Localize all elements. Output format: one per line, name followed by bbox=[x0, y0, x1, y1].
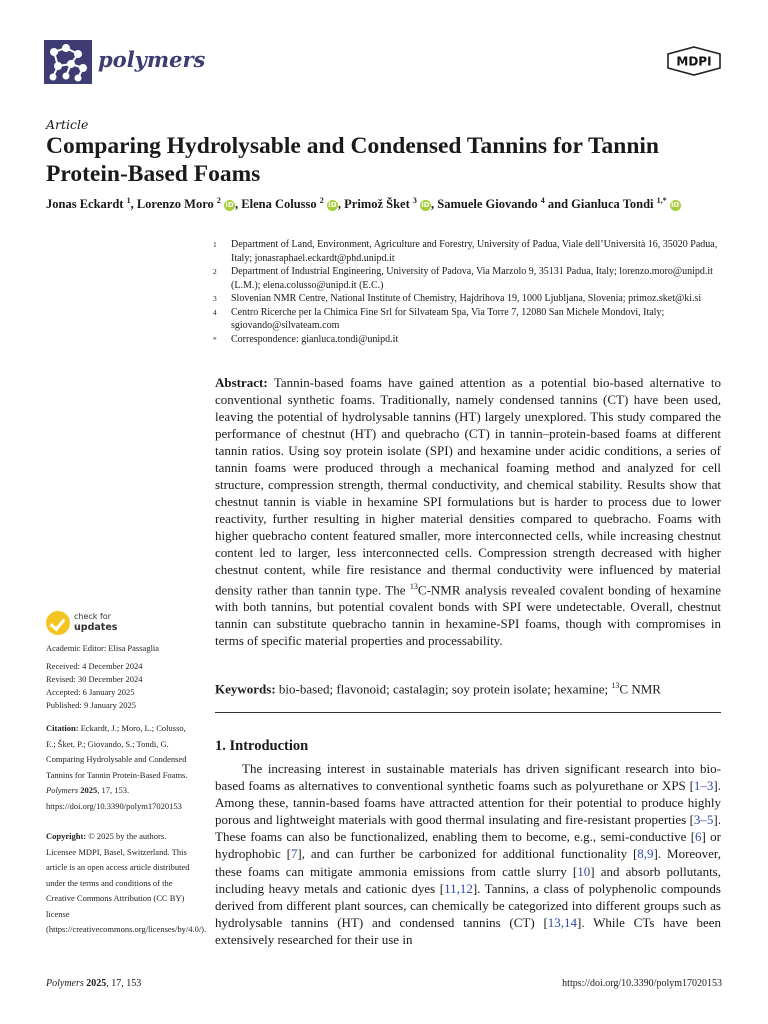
citation-link[interactable]: 11,12 bbox=[444, 880, 473, 896]
author-affil-sup: 2 bbox=[319, 196, 324, 205]
footer-journal bbox=[46, 978, 141, 989]
orcid-icon[interactable]: iD bbox=[225, 201, 234, 210]
copyright-label: Copyright: bbox=[46, 831, 87, 841]
affiliation-item bbox=[213, 306, 723, 333]
orcid-icon[interactable]: iD bbox=[328, 201, 337, 210]
affiliation-text: Centro Ricerche per la Chimica Fine Srl for Silvateam Spa, Via Torre 7, 12080 San Michele Mondovi, Italy; sgiovando@silvateam.com bbox=[231, 306, 665, 331]
citation-label: Citation: bbox=[46, 723, 79, 733]
author-affil-sup: 1,* bbox=[656, 196, 667, 205]
author-affil-sup: 1 bbox=[126, 196, 131, 205]
abstract-label: Abstract: bbox=[215, 375, 268, 390]
affiliations bbox=[213, 238, 723, 346]
intro-text: ]. These foams can also be functionalized, enabling them to become, e.g., semi-conductive [ bbox=[215, 812, 721, 845]
author-affil-sup: 3 bbox=[412, 196, 417, 205]
intro-text: ], and can further be carbonized for additional functionality [ bbox=[297, 846, 638, 862]
check-icon bbox=[46, 611, 70, 635]
affiliation-number: 2 bbox=[213, 267, 217, 276]
copyright-block bbox=[46, 829, 207, 938]
citation-block bbox=[46, 721, 194, 814]
affiliation-number: 4 bbox=[213, 307, 217, 317]
keywords-tail: C NMR bbox=[619, 681, 661, 697]
intro-paragraph bbox=[215, 760, 721, 948]
footer-doi[interactable]: https://doi.org/10.3390/polym17020153 bbox=[562, 978, 722, 989]
footer-volume: , 17, 153 bbox=[106, 978, 142, 989]
affiliation-number: * bbox=[213, 334, 217, 344]
academic-editor: Academic Editor: Elisa Passaglia bbox=[46, 643, 160, 653]
author-name: Primož Šket bbox=[344, 197, 410, 212]
affiliation-item bbox=[213, 333, 723, 347]
citation-text: Eckardt, J.; Moro, L.; Colusso, E.; Šket, P.; Giovando, S.; Tondi, G. Comparing Hydrolysable and Condensed Tannins for Tannin Protein-Based Foams. bbox=[46, 723, 188, 780]
citation-link[interactable]: 8,9 bbox=[637, 846, 654, 862]
affiliation-number: 3 bbox=[213, 294, 217, 303]
check-line2: updates bbox=[74, 622, 118, 633]
date-accepted: Accepted: 6 January 2025 bbox=[46, 687, 135, 697]
date-revised: Revised: 30 December 2024 bbox=[46, 674, 143, 684]
affiliation-text: Correspondence: gianluca.tondi@unipd.it bbox=[231, 333, 399, 345]
affiliation-item bbox=[213, 292, 723, 306]
copyright-text: © 2025 by the authors. Licensee MDPI, Basel, Switzerland. This article is an open access article distributed under the terms and conditions of the Creative Commons Attribution (CC BY) license (https://creativecommons.org/licenses/by/4.0/). bbox=[46, 831, 207, 934]
intro-text: The increasing interest in sustainable materials has driven significant research into bio-based foams as alternatives to conventional synthetic foams such as polyurethane or XPS [ bbox=[215, 761, 721, 794]
author-name: Jonas Eckardt bbox=[46, 197, 124, 212]
intro-text: ] and absorb pollutants, including heavy metals and cationic dyes [ bbox=[215, 863, 721, 896]
citation-year: 2025 bbox=[80, 785, 98, 795]
author-name: Lorenzo Moro bbox=[136, 197, 214, 212]
keywords-text: bio-based; flavonoid; castalagin; soy protein isolate; hexamine; bbox=[278, 681, 609, 697]
affiliation-text: Department of Land, Environment, Agriculture and Forestry, University of Padua, Viale dell’Università 16, 35020 Padua, Italy; jonasraphael.eckardt@phd.unipd.it bbox=[231, 239, 718, 264]
citation-link[interactable]: 13,14 bbox=[547, 914, 578, 930]
intro-text: ]. Moreover, these foams can mitigate ammonia emissions from cattle slurry [ bbox=[215, 846, 721, 879]
author-name: Samuele Giovando bbox=[437, 197, 538, 212]
affiliation-text: Department of Industrial Engineering, University of Padova, Via Marzolo 9, 35131 Padua, Italy; lorenzo.moro@unipd.it (L.M.); elena.colusso@unipd.it (E.C.) bbox=[231, 266, 713, 291]
mdpi-logo-icon bbox=[666, 46, 722, 76]
abstract-text: Tannin-based foams have gained attention as a potential bio-based alternative to conventional synthetic foams. Traditionally, namely condensed tannins (CT) have been used, leaving the potential of hydrolysable tannins (HT) largely unexplored. This study compared the performance of chestnut (HT) and quebracho (CT) in tannin–protein-based foams at different tannin ratios. Using soy protein isolate (SPI) and hexamine under acidic conditions, a series of tannin foams were produced through a mechanical foaming method and analyzed for cell structure, compression strength, thermal conductivity, and chemical stability. Results show that chestnut tannin is viable in hexamine SPI formulations but is harder to process due to lower reactivity, further resulting in higher material densities compared to quebracho. Foams with higher quebracho content featured smaller, more interconnected cells, while increasing chestnut content led to larger, less interconnected cells. Compression strength decreased with higher chestnut content, while fire resistance and thermal conductivity were influenced by material density rather than tannin type. The bbox=[215, 375, 722, 598]
citation-link[interactable]: 10 bbox=[577, 863, 591, 879]
orcid-icon[interactable]: iD bbox=[421, 201, 430, 210]
citation-link[interactable]: 7 bbox=[290, 846, 298, 862]
intro-text: ]. Among these, tannin-based foams have attracted attention for their potential to produce highly porous and lightweight materials with good thermal insulating and fire-resistant properties [ bbox=[215, 778, 721, 828]
intro-text: ]. Tannins, a class of polyphenolic compounds derived from different plant sources, can chemically be categorized into different groups such as hydrolysable tannins (HT) and condensed tannins (CT) [ bbox=[215, 880, 721, 930]
author-list: Jonas Eckardt $^1$, Lorenzo Moro $^2$ iD, Elena Colusso $^2$ iD, Primož Šket $^3$ iD, Samuele Giovando $^4$ and Gianluca Tondi $^{1,*}$ iD bbox=[46, 196, 680, 212]
divider bbox=[215, 712, 721, 713]
citation-journal: Polymers bbox=[46, 785, 79, 795]
section-heading: 1. Introduction bbox=[215, 738, 309, 754]
keywords-sup: 13 bbox=[611, 681, 620, 690]
intro-text: ]. While CTs have been extensively researched for their use in bbox=[215, 914, 722, 947]
journal-logo-icon bbox=[44, 40, 92, 84]
date-received: Received: 4 December 2024 bbox=[46, 661, 143, 671]
article-type: Article bbox=[46, 117, 89, 132]
date-published: Published: 9 January 2025 bbox=[46, 700, 136, 710]
author-name: Gianluca Tondi bbox=[571, 197, 654, 212]
keywords-label: Keywords: bbox=[215, 681, 276, 697]
citation-link[interactable]: 3–5 bbox=[693, 812, 714, 828]
abstract bbox=[215, 374, 721, 649]
page-title: Comparing Hydrolysable and Condensed Tannins for Tannin Protein-Based Foams bbox=[46, 133, 659, 187]
affiliation-number: 1 bbox=[213, 240, 217, 249]
mdpi-text: MDPI bbox=[676, 54, 712, 69]
author-affil-sup: 2 bbox=[216, 196, 221, 205]
affiliation-item bbox=[213, 265, 723, 292]
author-name: Elena Colusso bbox=[241, 197, 317, 212]
affiliation-text: Slovenian NMR Centre, National Institute of Chemistry, Hajdrihova 19, 1000 Ljubljana, Slovenia; primoz.sket@ki.si bbox=[231, 293, 702, 304]
intro-text: ] or hydrophobic [ bbox=[215, 829, 721, 862]
affiliation-item bbox=[213, 238, 723, 265]
citation-link[interactable]: 6 bbox=[695, 829, 702, 845]
citation-link[interactable]: 1–3 bbox=[693, 778, 714, 794]
journal-name: polymers bbox=[98, 47, 206, 72]
citation-tail[interactable]: , 17, 153. https://doi.org/10.3390/polym17020153 bbox=[46, 785, 182, 811]
abstract-text-cont: C-NMR analysis revealed covalent bonding of hexamine with both tannins, but potential covalent bonds with SPI were undetectable. Overall, chestnut tannin can substitute quebracho tannin in hexamine-SPI foams, though with compromises in terms of specific material properties and processability. bbox=[215, 582, 721, 649]
author-affil-sup: 4 bbox=[540, 196, 545, 205]
check-for-updates-button[interactable] bbox=[46, 611, 186, 637]
footer-journal-name: Polymers bbox=[46, 978, 84, 989]
keywords bbox=[215, 677, 721, 697]
orcid-icon[interactable]: iD bbox=[671, 201, 680, 210]
check-line1: check for bbox=[74, 612, 111, 621]
abstract-sup: 13 bbox=[409, 582, 418, 591]
footer-year: 2025 bbox=[86, 978, 107, 989]
